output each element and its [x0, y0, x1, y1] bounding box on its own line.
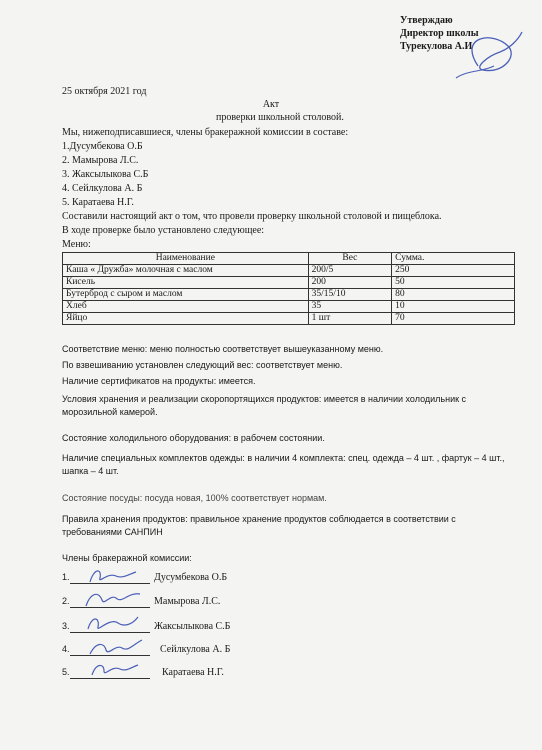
certificates-text: Наличие сертификатов на продукты: имеется. [62, 376, 256, 386]
storage-text: Условия хранения и реализации скоропортящихся продуктов: имеется в наличии холодильник с морозильной камерой. [62, 394, 467, 417]
cell-sum: 50 [392, 277, 515, 289]
member-3: 3. Жаксылыкова С.Б [62, 169, 149, 180]
approval-line-3: Турекулова А.И [400, 41, 473, 52]
approval-line-2: Директор школы [400, 28, 479, 39]
fridge-text: Состояние холодильного оборудования: в рабочем состоянии. [62, 433, 325, 443]
act-title: Акт [262, 99, 280, 110]
signature-number: 5. [62, 667, 70, 677]
clothing-text: Наличие специальных комплектов одежды: в наличии 4 комплекта: спец. одежда – 4 шт. , фартук – 4 шт., шапка – 4 шт. [62, 453, 505, 476]
member-4: 4. Сейлкулова А. Б [62, 183, 143, 194]
signature-name: Дусумбекова О.Б [154, 572, 228, 583]
cell-sum: 10 [392, 301, 515, 313]
cell-name: Яйцо [63, 313, 309, 325]
table-row [63, 301, 515, 313]
cell-name: Каша « Дружба» молочная с маслом [63, 265, 309, 277]
signature-icon [76, 588, 146, 610]
menu-table [62, 252, 515, 325]
cell-sum: 80 [392, 289, 515, 301]
cell-sum: 70 [392, 313, 515, 325]
cell-name: Хлеб [63, 301, 309, 313]
signature-number: 1. [62, 572, 70, 582]
table-row [63, 265, 515, 277]
weight-text: По взвешиванию установлен следующий вес: соответствует меню. [62, 360, 343, 370]
signature-number: 3. [62, 621, 70, 631]
cell-name: Бутерброд с сыром и маслом [63, 289, 309, 301]
director-signature-icon [448, 26, 528, 82]
signature-number: 4. [62, 644, 70, 654]
header-name: Наименование [63, 253, 309, 265]
commission-label: Члены бракеражной комиссии: [62, 553, 192, 563]
table-row [63, 277, 515, 289]
cell-weight: 35/15/10 [308, 289, 391, 301]
approval-line-1: Утверждаю [400, 15, 453, 26]
menu-label: Меню: [62, 239, 91, 250]
table-header-row [63, 253, 515, 265]
signature-number: 2. [62, 596, 70, 606]
findings-text: В ходе проверке было установлено следующее: [62, 225, 265, 236]
cell-name: Кисель [63, 277, 309, 289]
cell-weight: 200 [308, 277, 391, 289]
header-sum: Сумма. [392, 253, 515, 265]
cell-weight: 200/5 [308, 265, 391, 277]
table-row [63, 313, 515, 325]
member-1: 1.Дусумбекова О.Б [62, 141, 143, 152]
act-date: 25 октября 2021 год [62, 86, 147, 97]
header-weight: Вес [308, 253, 391, 265]
statement-text: Составили настоящий акт о том, что провели проверку школьной столовой и пищеблока. [62, 211, 442, 222]
dishes-text: Состояние посуды: посуда новая, 100% соответствует нормам. [62, 493, 327, 503]
signature-name: Жаксылыкова С.Б [154, 621, 231, 632]
intro-text: Мы, нижеподписавшиеся, члены бракеражной комиссии в составе: [62, 127, 349, 138]
cell-weight: 35 [308, 301, 391, 313]
signature-icon [76, 564, 146, 586]
act-subtitle: проверки школьной столовой. [216, 112, 344, 123]
signature-icon [76, 659, 146, 681]
cell-weight: 1 шт [308, 313, 391, 325]
table-row [63, 289, 515, 301]
member-2: 2. Мамырова Л.С. [62, 155, 139, 166]
signature-name: Мамырова Л.С. [154, 596, 221, 607]
menu-match-text: Соответствие меню: меню полностью соответствует вышеуказанному меню. [62, 344, 384, 354]
signature-name: Сейлкулова А. Б [160, 644, 231, 655]
signature-icon [76, 636, 146, 658]
cell-sum: 250 [392, 265, 515, 277]
member-5: 5. Каратаева Н.Г. [62, 197, 134, 208]
signature-icon [76, 613, 146, 635]
rules-text: Правила хранения продуктов: правильное хранение продуктов соблюдается в соответствии с требованиями САНПИН [62, 514, 456, 537]
signature-name: Каратаева Н.Г. [162, 667, 224, 678]
